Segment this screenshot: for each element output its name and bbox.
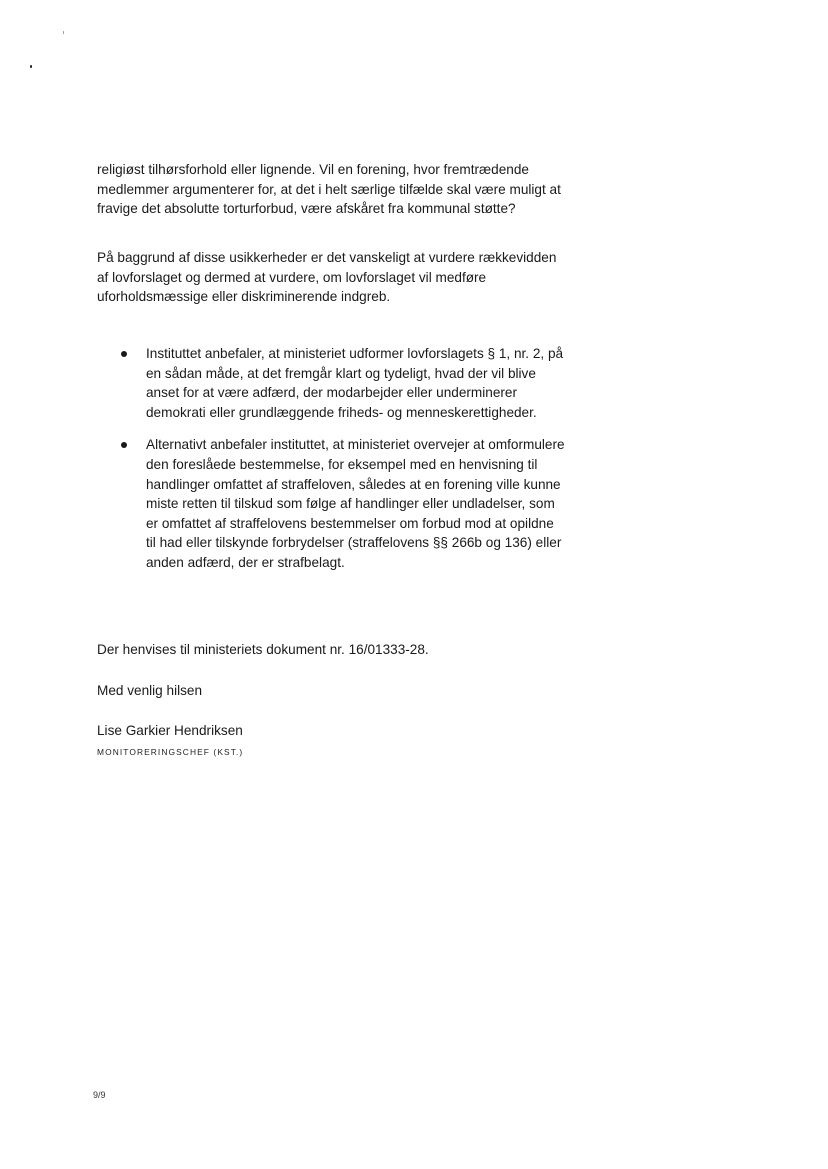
recommendation-text: Alternativt anbefaler instituttet, at ministeriet overvejer at omformulere den foreslåede bestemmelse, for eksempel med en henvisning til handlinger omfattet af straffeloven, således at en forening ville kunne miste retten til tilskud som følge af handlinger eller undladelser, som er omfattet af straffelovens bestemmelser om forbud mod at opildne til had eller tilskynde forbrydelser (straffelovens §§ 266b og 136) eller anden adfærd, der er strafbelagt. xyxy=(146,437,565,570)
recommendation-item xyxy=(97,435,567,572)
bullet-icon xyxy=(121,442,127,448)
body-paragraph: religiøst tilhørsforhold eller lignende. Vil en forening, hvor fremtrædende medlemmer argumenterer for, at det i helt særlige tilfælde skal være muligt at fravige det absolutte torturforbud, være afskåret fra kommunal støtte? xyxy=(97,162,561,217)
recommendation-text: Instituttet anbefaler, at ministeriet udformer lovforslagets § 1, nr. 2, på en sådan måde, at det fremgår klart og tydeligt, hvad der vil blive anset for at være adfærd, der modarbejder eller underminerer demokrati eller grundlæggende friheds- og menneskerettigheder. xyxy=(146,346,564,420)
body-paragraph: På baggrund af disse usikkerheder er det vanskeligt at vurdere rækkevidden af lovforslaget og dermed at vurdere, om lovforslaget vil medføre uforholdsmæssige eller diskriminerende indgreb. xyxy=(97,250,557,305)
reference-line: Der henvises til ministeriets dokument nr. 16/01333-28. xyxy=(97,642,429,657)
recommendation-item xyxy=(97,344,567,422)
signer-title: MONITORERINGSCHEF (KST.) xyxy=(97,747,244,757)
scan-speck xyxy=(63,31,64,34)
signer-name: Lise Garkier Hendriksen xyxy=(97,723,243,738)
page-number: 9/9 xyxy=(93,1090,106,1100)
scan-speck xyxy=(30,65,32,68)
closing-greeting: Med venlig hilsen xyxy=(97,683,203,698)
recommendation-list xyxy=(97,344,567,573)
bullet-icon xyxy=(121,351,127,357)
